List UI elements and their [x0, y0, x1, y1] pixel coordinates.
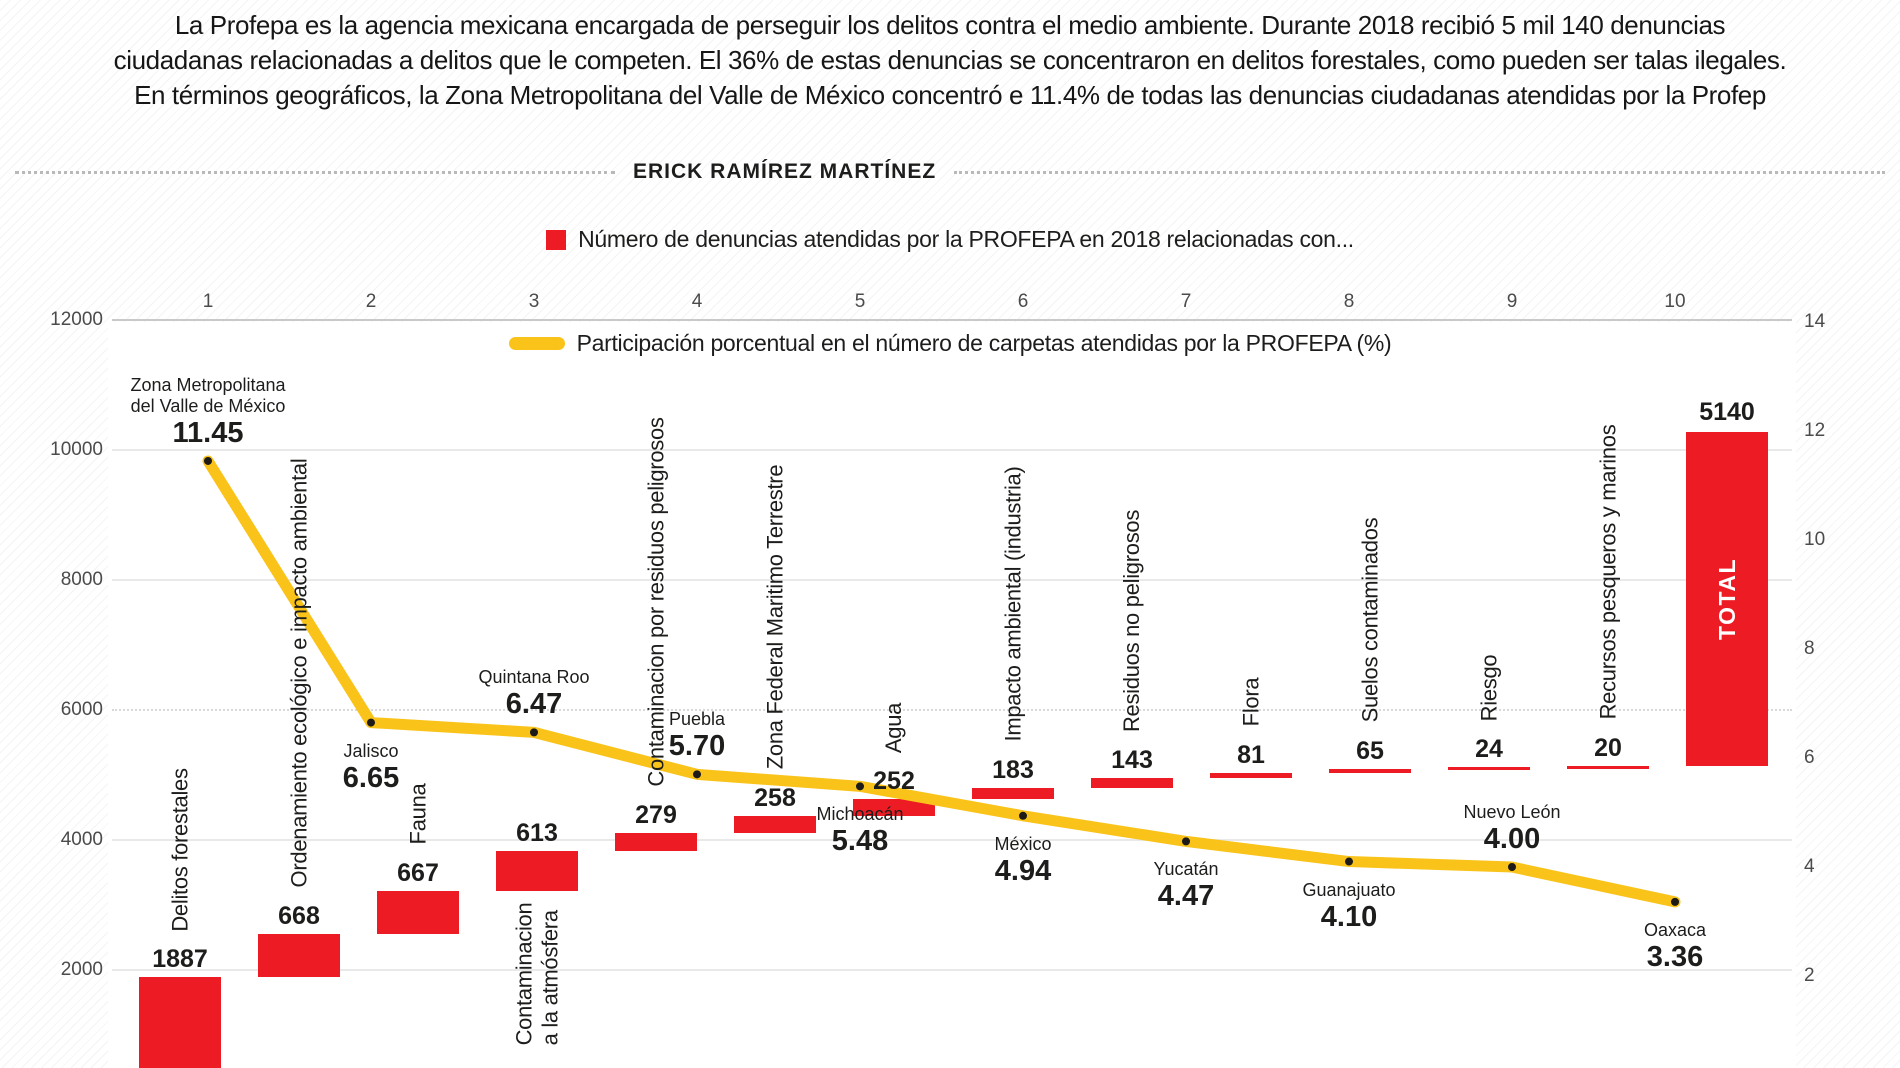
bar-value-label: 1887: [152, 945, 208, 974]
state-name-line: Jalisco: [343, 740, 399, 761]
bar-category-line: Zona Federal Maritimo Terrestre: [761, 465, 787, 770]
state-name-line: Nuevo León: [1463, 802, 1561, 822]
state-name-line: Yucatán: [1153, 859, 1219, 880]
left-axis-tick: 6000: [60, 699, 103, 720]
top-axis-tick: 9: [1506, 291, 1518, 312]
legend-line: [0, 330, 1900, 357]
state-name-line: Michoacán: [816, 804, 904, 825]
bar-category-label: [286, 459, 312, 888]
state-name: [587, 709, 807, 730]
left-axis-tick: 12000: [50, 309, 103, 330]
bar-value-label: 613: [516, 818, 558, 847]
bar-value-label: 65: [1356, 736, 1384, 765]
state-percent: 6.65: [342, 761, 400, 794]
top-axis-tick: 6: [1017, 291, 1029, 312]
right-axis-tick: 6: [1804, 747, 1815, 768]
line-point-dot: [530, 728, 538, 736]
state-label-2: [261, 741, 481, 794]
bar-value-label: 279: [635, 800, 677, 829]
state-name: [913, 834, 1133, 855]
right-axis-tick: 2: [1804, 965, 1815, 986]
state-percent: 4.94: [994, 854, 1052, 887]
bar-category-label: [1476, 654, 1502, 721]
top-axis-tick: 1: [202, 291, 214, 312]
bar-category-line: Impacto ambiental (industria): [999, 466, 1025, 742]
bar-category-line: TOTAL: [1714, 557, 1741, 640]
state-name: [261, 741, 481, 762]
bar-category-label: [1357, 518, 1383, 723]
bar-category-line: Ordenamiento ecológico e impacto ambiental: [285, 458, 311, 888]
state-label-4: [587, 709, 807, 762]
state-label-10: [1565, 920, 1785, 973]
state-name: [424, 667, 644, 688]
state-name: [1239, 880, 1459, 901]
state-name-line: Guanajuato: [1302, 879, 1396, 900]
line-point-dot: [1671, 898, 1679, 906]
left-axis-tick: 4000: [60, 829, 103, 850]
right-axis-tick: 8: [1804, 638, 1815, 659]
bar-category-line: Riesgo: [1475, 654, 1501, 722]
state-percent: 4.00: [1483, 823, 1541, 855]
intro-line-1: La Profepa es la agencia mexicana encargada de perseguir los delitos contra el medio ambiente. Durante 2018 recibió 5 mil 140 denuncias: [174, 10, 1726, 40]
right-axis-tick: 12: [1804, 420, 1826, 441]
state-percent: 5.70: [668, 730, 726, 763]
bar-category-label: [1238, 678, 1264, 727]
intro-line-2: ciudadanas relacionadas a delitos que le competen. El 36% de estas denuncias se concentraron en delitos forestales, como pueden ser talas ilegales.: [113, 45, 1787, 75]
top-axis-tick: 8: [1343, 291, 1355, 312]
top-axis-tick: 5: [854, 291, 866, 312]
bar-value-label: 20: [1594, 733, 1622, 762]
bar-category-label: [1595, 425, 1621, 720]
bar-category-line: Suelos contaminados: [1356, 517, 1382, 723]
bar-category-label: [167, 768, 193, 931]
left-axis-tick: 2000: [60, 959, 103, 980]
top-axis-tick: 4: [691, 291, 703, 312]
total-value-label: 5140: [1699, 397, 1755, 426]
bar-value-label: 252: [873, 767, 915, 796]
state-percent: 4.47: [1157, 880, 1215, 913]
bar-category-line: Agua: [881, 703, 907, 754]
state-name: [98, 375, 318, 417]
state-name-line: Puebla: [668, 709, 726, 730]
line-point-dot: [1508, 863, 1516, 871]
bar-category-line: Flora: [1237, 678, 1263, 727]
state-name: [1076, 859, 1296, 880]
bar-value-label: 258: [754, 783, 796, 812]
state-name: [1565, 920, 1785, 941]
left-axis-tick: 8000: [60, 569, 103, 590]
state-name: [1402, 802, 1622, 823]
line-point-dot: [693, 770, 701, 778]
bar-value-label: 668: [278, 901, 320, 930]
state-percent: 5.48: [831, 825, 889, 858]
legend-bars: [0, 226, 1900, 253]
left-axis-tick: 10000: [50, 439, 103, 460]
legend-bars-label: Número de denuncias atendidas por la PROFEPA en 2018 relacionadas con...: [578, 226, 1354, 252]
state-name-line: Quintana Roo: [478, 667, 590, 688]
top-axis-tick: 3: [528, 291, 540, 312]
state-label-1: [98, 375, 318, 449]
bar-value-label: 667: [397, 858, 439, 887]
bar-value-label: 24: [1475, 735, 1503, 764]
bar-category-line: a la atmósfera: [536, 910, 562, 1046]
bar-category-label: [1714, 558, 1740, 640]
state-percent: 6.47: [505, 688, 563, 721]
legend-line-label: Participación porcentual en el número de carpetas atendidas por la PROFEPA (%): [576, 330, 1392, 356]
top-axis-tick: 2: [365, 291, 377, 312]
line-point-dot: [204, 457, 212, 465]
state-name-line: Oaxaca: [1643, 919, 1707, 940]
bar-category-label: [511, 903, 563, 1046]
right-axis-tick: 14: [1804, 311, 1826, 332]
line-swatch-icon: [509, 337, 565, 350]
state-percent: 11.45: [172, 416, 244, 449]
bar-category-label: [881, 703, 907, 753]
state-name-line: Zona Metropolitana: [130, 374, 286, 395]
bar-category-line: Delitos forestales: [167, 768, 193, 932]
state-name-line: del Valle de México: [130, 395, 286, 416]
bar-category-label: [1119, 510, 1145, 732]
bar-category-line: Recursos pesqueros y marinos: [1594, 424, 1620, 720]
top-axis-tick: 10: [1664, 291, 1686, 312]
top-axis-tick: 7: [1180, 291, 1192, 312]
bar-category-line: Residuos no peligrosos: [1119, 510, 1145, 733]
bar-category-line: Contaminacion por residuos peligrosos: [643, 417, 669, 787]
bar-value-label: 143: [1111, 746, 1153, 775]
line-point-dot: [1182, 837, 1190, 845]
line-point-dot: [367, 719, 375, 727]
line-point-dot: [1345, 858, 1353, 866]
state-percent: 4.10: [1320, 900, 1378, 933]
intro-line-3: En términos geográficos, la Zona Metropolitana del Valle de México concentró e 11.4% de todas las denuncias ciudadanas atendidas por la Profep: [134, 80, 1766, 110]
bar-swatch-icon: [546, 230, 566, 250]
right-axis-tick: 4: [1804, 856, 1815, 877]
state-name: [750, 804, 970, 825]
bar-category-line: Fauna: [404, 783, 430, 845]
state-label-8: [1239, 880, 1459, 933]
bar-value-label: 183: [992, 755, 1034, 784]
state-label-9: [1402, 802, 1622, 855]
state-name-line: México: [994, 833, 1052, 854]
line-point-dot: [1019, 812, 1027, 820]
bar-category-line: Contaminacion: [510, 902, 536, 1046]
state-percent: 3.36: [1646, 940, 1704, 973]
bar-category-label: [1000, 467, 1026, 742]
right-axis-tick: 10: [1804, 529, 1826, 550]
byline: ERICK RAMÍREZ MARTÍNEZ: [633, 160, 937, 183]
bar-value-label: 81: [1237, 740, 1265, 769]
